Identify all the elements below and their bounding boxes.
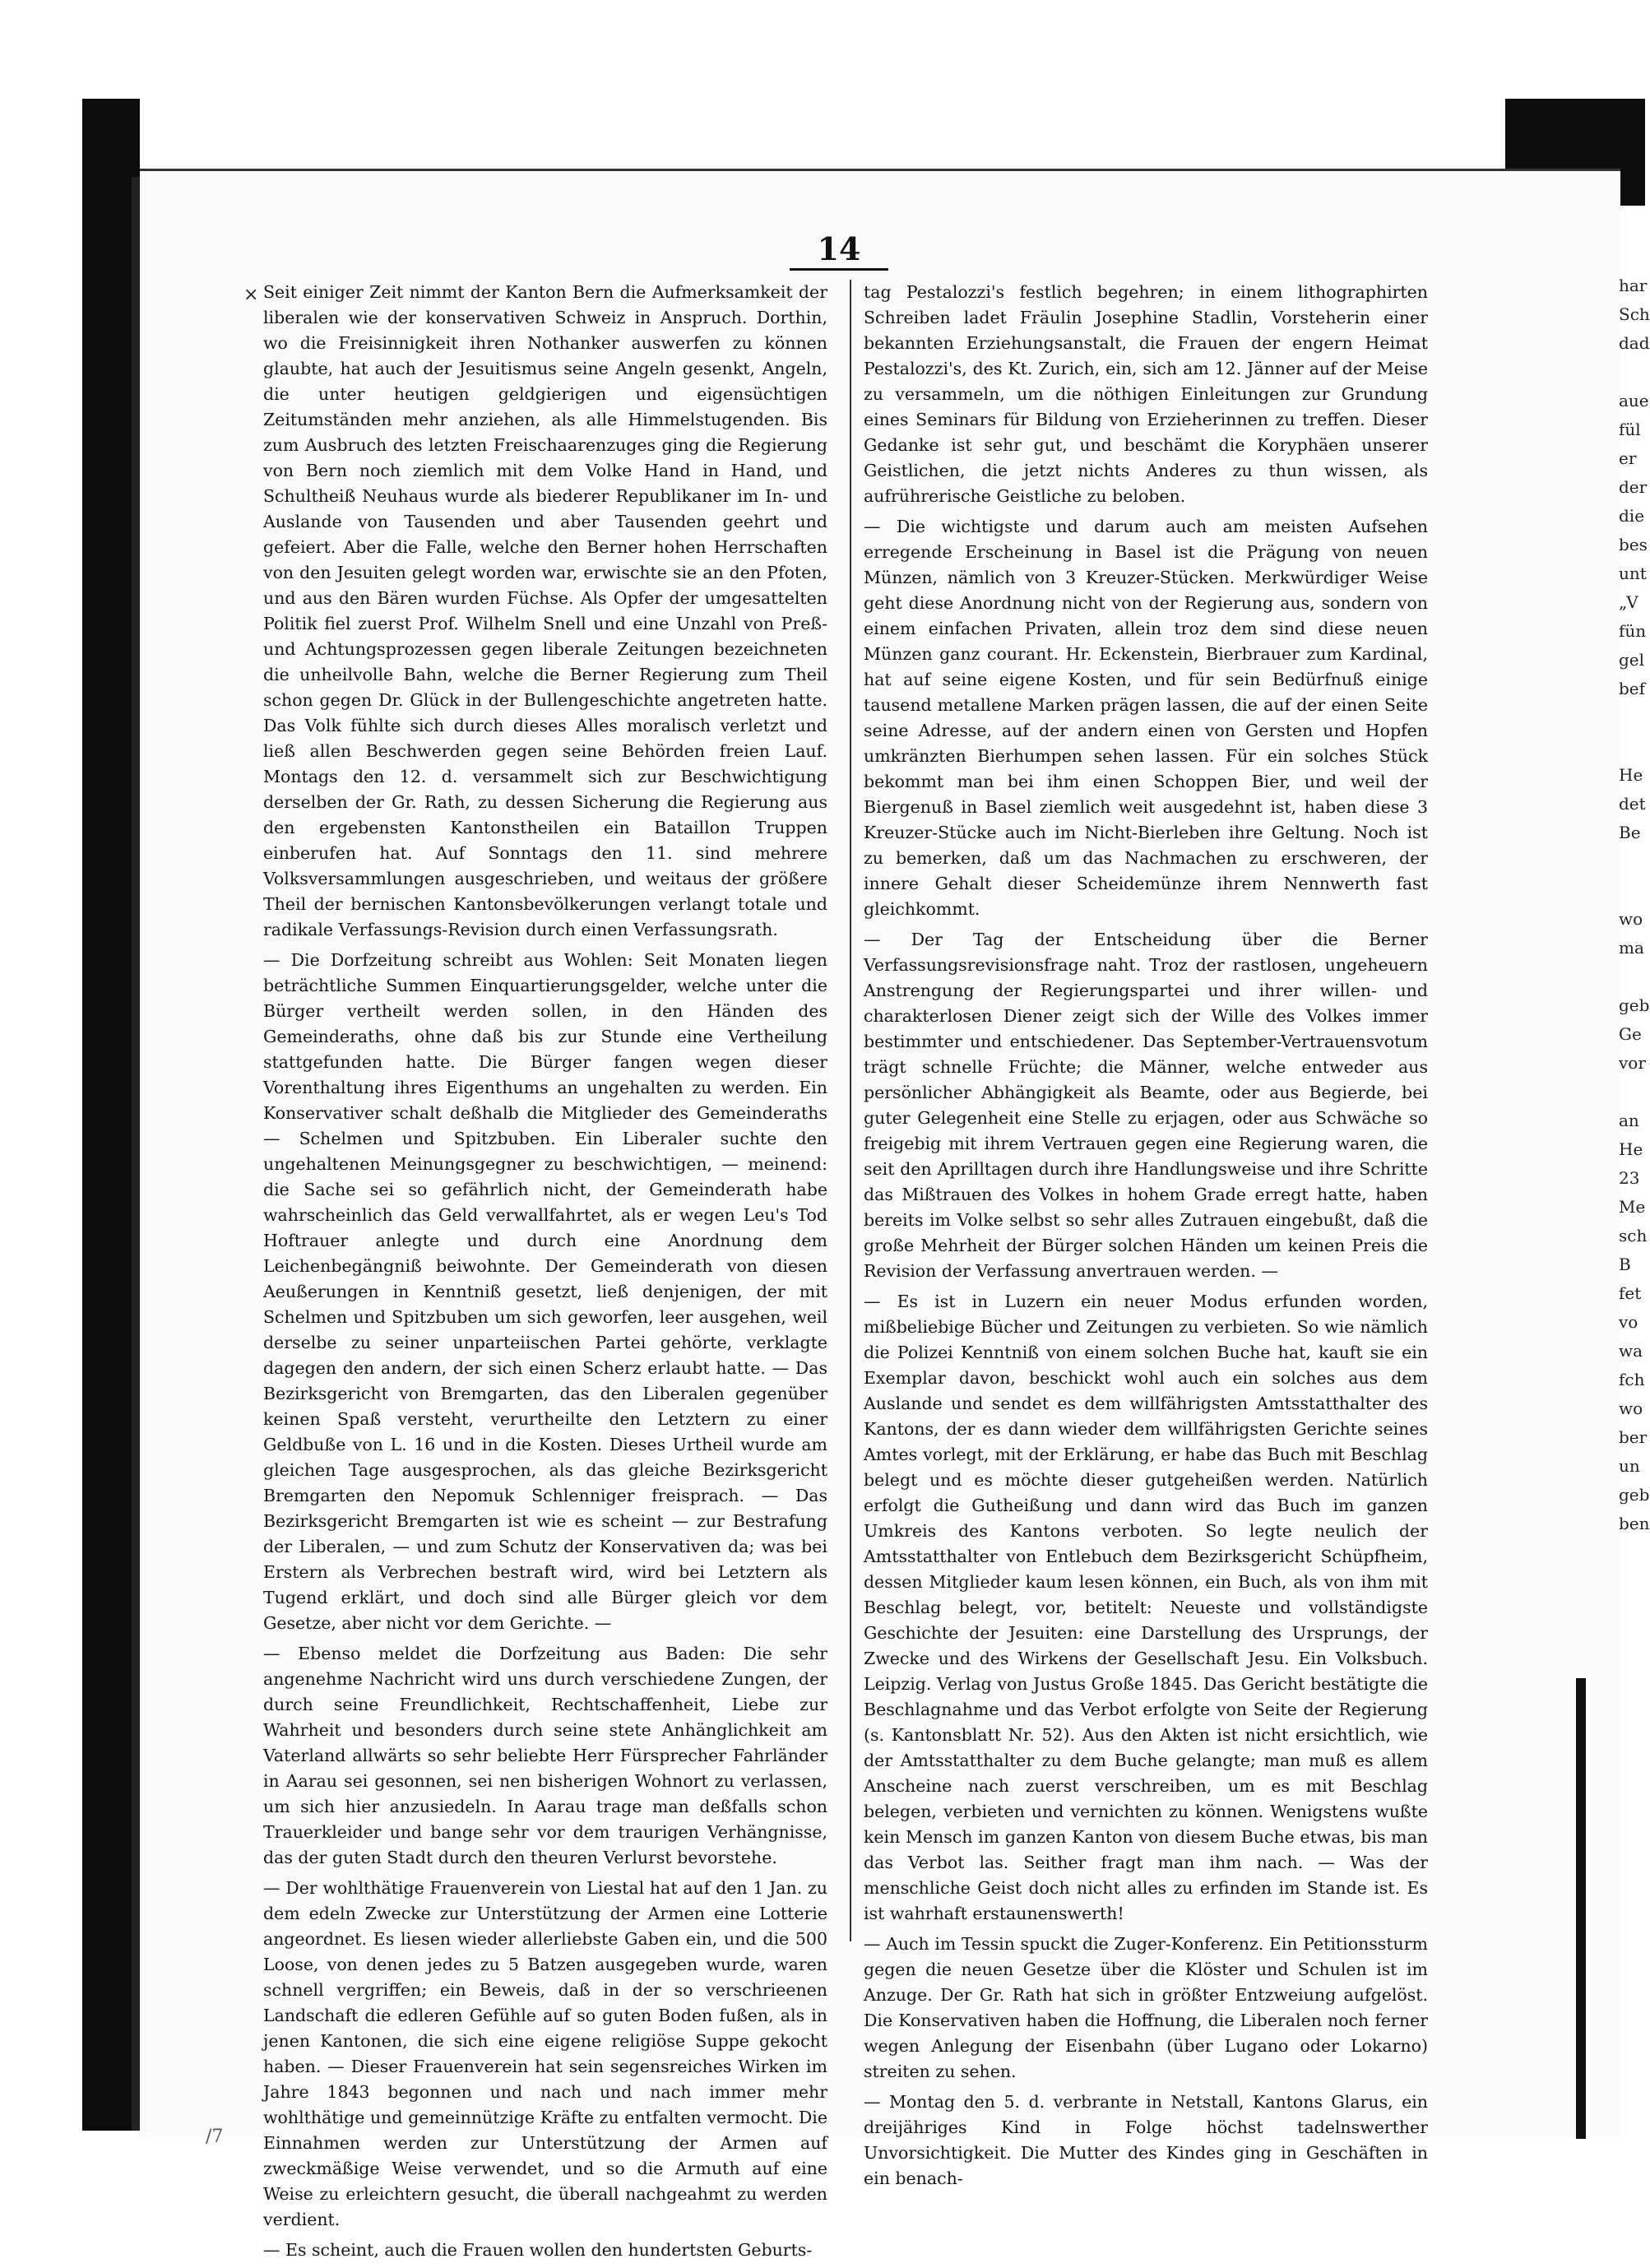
neighbor-fragment bbox=[1619, 732, 1645, 761]
neighbor-fragment: geb bbox=[1619, 1485, 1650, 1505]
neighbor-fragment: „V bbox=[1619, 592, 1638, 612]
neighbor-fragment: ben bbox=[1619, 1514, 1650, 1533]
neighbor-fragment bbox=[1619, 358, 1645, 387]
neighbor-fragment: bef bbox=[1619, 679, 1646, 698]
scan-binding-edge bbox=[132, 177, 140, 2131]
article: — Es ist in Luzern ein neuer Modus erfunden worden, mißbeliebige Bücher und Zeitungen zu verbieten. So wie nämlich die Polizei Kenntniß von einem solchen Buche hat, kauft sie ein Exemplar davon, beschickt wohl auch ein solches aus dem Auslande und sendet es dem willfährigsten Amtsstatthalter des Kantons, der es dann wieder dem willfährigsten Gerichte seines Amtes vorlegt, mit der Erklärung, er habe das Buch mit Beschlag belegt und es möchte dieser gutgeheißen werden. Natürlich erfolgt die Gutheißung und dann wird das Buch im ganzen Umkreis des Kantons verboten. So legte neulich der Amtsstatthalter von Entlebuch dem Bezirksgericht Schüpfheim, dessen Mitglieder kaum lesen können, ein Buch, als von ihm mit Beschlag belegt, vor, betitelt: Neueste und vollständigste Geschichte der Jesuiten: eine Darstellung des Ursprungs, der Zwecke und des Wirkens der Gesellschaft Jesu. Ein Volksbuch. Leipzig. Verlag von Justus Große 1845. Das Gericht bestätigte die Beschlagnahme und das Verbot erfolgte von Seite der Regierung (s. Kantonsblatt Nr. 52). Aus den Akten ist nicht ersichtlich, wie der Amtsstatthalter zu dem Buche gelangte; man muß es allem Anscheine nach zuerst verschreiben, um es mit Beschlag belegen, verbieten und vernichten zu können. Wenigstens wußte kein Mensch im ganzen Kanton von diesem Buche etwas, bis man das Verbot las. Seither fragt man ihm nach. — Was der menschliche Geist doch nicht alles zu erfinden im Stande ist. Es ist wahrhaft erstaunenswerth! bbox=[864, 1292, 1428, 1923]
neighbor-fragment: Be bbox=[1619, 823, 1641, 842]
neighbor-fragment: aue bbox=[1619, 391, 1649, 410]
neighbor-fragment bbox=[1619, 703, 1645, 732]
neighbor-fragment: Me bbox=[1619, 1197, 1646, 1217]
neighbor-fragment bbox=[1619, 847, 1645, 876]
neighbor-fragment: vor bbox=[1619, 1053, 1646, 1073]
article: — Montag den 5. d. verbrante in Netstall, Kantons Glarus, ein dreijähriges Kind in Folge höchst tadelnswerther Unvorsichtigkeit. Die Mutter des Kindes ging in Geschäften in ein benach- bbox=[864, 2092, 1428, 2188]
margin-mark: × bbox=[243, 285, 259, 305]
neighbor-fragment: sch bbox=[1619, 1226, 1648, 1245]
article: — Der wohlthätige Frauenverein von Liestal hat auf den 1 Jan. zu dem edeln Zwecke zur Unterstützung der Armen eine Lotterie angeordnet. Es liesen wieder allerliebste Gaben ein, und die 500 Loose, von denen jedes zu 5 Batzen ausgegeben wurde, waren schnell vergriffen; ein Beweis, daß in der so verschrieenen Landschaft die edleren Gefühle auf so guten Boden fußen, als in jenen Kantonen, die sich eine eigene religiöse Suppe gekocht haben. — Dieser Frauenverein hat sein segensreiches Wirken im Jahre 1843 begonnen und nach und nach immer mehr wohlthätige und gemeinnützige Kräfte zu entfalten vermocht. Die Einnahmen werden zur Unterstützung der Armen auf zweckmäßige Weise verwendet, und so die Armuth auf eine Weise zu erleichtern gesucht, die überall nachgeahmt zu werden verdient. bbox=[263, 1878, 827, 2229]
article: — Auch im Tessin spuckt die Zuger-Konferenz. Ein Petitionssturm gegen die neuen Gesetze über die Klöster und Schulen ist im Anzuge. Der Gr. Rath hat sich in größter Entzweiung aufgelöst. Die Konservativen haben die Hoffnung, die Liberalen noch ferner wegen Anlegung der Eisenbahn (über Lugano oder Lokarno) streiten zu sehen. bbox=[864, 1934, 1428, 2081]
neighbor-fragment: geb bbox=[1619, 995, 1650, 1015]
neighbor-fragment: bes bbox=[1619, 535, 1648, 554]
neighbor-fragment: un bbox=[1619, 1456, 1640, 1476]
article: — Die Dorfzeitung schreibt aus Wohlen: Seit Monaten liegen beträchtliche Summen Einquartierungsgelder, welche unter die Bürger vertheilt werden sollen, in den Händen des Gemeinderaths, ohne daß bis zur Stunde eine Vertheilung stattgefunden hatte. Die Bürger fangen wegen dieser Vorenthaltung ihres Eigenthums an ungehalten zu werden. Ein Konservativer schalt deßhalb die Mitglieder des Gemeinderaths — Schelmen und Spitzbuben. Ein Liberaler suchte den ungehaltenen Meinungsgegner zu beschwichtigen, — meinend: die Sache sei so gefährlich nicht, der Gemeinderath habe wahrscheinlich das Geld verwallfahrtet, als er wegen Leu's Tod Hoftrauer anlegte und durch eine Anordnung dem Leichenbegängniß beiwohnte. Der Gemeinderath von diesen Aeußerungen in Kenntniß gesetzt, ließ denjenigen, der mit Schelmen und Spitzbuben um sich geworfen, leer ausgehen, weil derselbe zu seiner unparteiischen Partei gehörte, verklagte dagegen den andern, der sich einen Scherz erlaubt hatte. — Das Bezirksgericht von Bremgarten, das den Liberalen gegenüber keinen Spaß versteht, verurtheilte den Letztern zu einer Geldbuße von L. 16 und in die Kosten. Dieses Urtheil wurde am gleichen Tage ausgesprochen, als das gleiche Bezirksgericht Bremgarten den Nepomuk Schlenniger freisprach. — Das Bezirksgericht Bremgarten ist wie es scheint — zur Bestrafung der Liberalen, — und zum Schutz der Konservativen da; was bei Erstern als Verbrechen bestraft wird, wird bei Letztern als Tugend erklärt, und doch sind alle Bürger gleich vor dem Gesetze, aber nicht vor dem Gerichte. — bbox=[263, 950, 827, 1633]
neighbor-fragment bbox=[1619, 1078, 1645, 1106]
neighbor-fragment: er bbox=[1619, 448, 1637, 468]
neighbor-fragment bbox=[1619, 876, 1645, 905]
neighbor-fragment: 23 bbox=[1619, 1168, 1640, 1188]
article: — Die wichtigste und darum auch am meisten Aufsehen erregende Erscheinung in Basel ist die Prägung von neuen Münzen, nämlich von 3 Kreuzer-Stücken. Merkwürdiger Weise geht diese Anordnung nicht von der Regierung aus, sondern von einem einfachen Privaten, allein troz dem sind diese neuen Münzen ganz courant. Hr. Eckenstein, Bierbrauer zum Kardinal, hat auf seine eigene Kosten, und für sein Bedürfnuß einige tausend metallene Marken prägen lassen, die auf der einen Seite seine Adresse, auf der andern einen von Gersten und Hopfen umkränzten Bierhumpen sehen lassen. Für ein solches Stück bekommt man bei ihm einen Schoppen Bier, und weil der Biergenuß in Basel ziemlich weit ausgedehnt ist, haben diese 3 Kreuzer-Stücke auch im Nicht-Bierleben ihre Geltung. Noch ist zu bemerken, daß um das Nachmachen zu erschweren, der innere Gehalt dieser Scheidemünze ihrem Nennwerth fast gleichkommt. bbox=[864, 517, 1428, 919]
neighbor-fragment: ma bbox=[1619, 938, 1644, 958]
neighbor-fragment: wo bbox=[1619, 1398, 1643, 1418]
neighbor-fragment: dad bbox=[1619, 333, 1650, 353]
page-number: 14 bbox=[790, 230, 888, 271]
neighbor-fragment: gel bbox=[1619, 650, 1645, 670]
neighbor-fragment bbox=[1619, 962, 1645, 991]
column-divider bbox=[850, 280, 851, 1941]
neighbor-fragment: an bbox=[1619, 1111, 1639, 1130]
neighbor-fragment: der bbox=[1619, 477, 1648, 497]
article: — Ebenso meldet die Dorfzeitung aus Baden: Die sehr angenehme Nachricht wird uns durch verschiedene Zungen, der durch seine Freundlichkeit, Rechtschaffenheit, Liebe zur Wahrheit und besonders durch seine stete Anhänglichkeit am Vaterland allwärts so sehr beliebte Herr Fürsprecher Fahrländer in Aarau sei gesonnen, sei nen bisherigen Wohnort zu verlassen, um sich hier anzusiedeln. In Aarau trage man deßfalls schon Trauerkleider und bange sehr vor dem traurigen Verhängnisse, das der guten Stadt durch den theuren Verlurst bevorstehe. bbox=[263, 1644, 827, 1867]
neighbor-fragment: har bbox=[1619, 276, 1648, 295]
right-column bbox=[864, 280, 1428, 2196]
article: — Der Tag der Entscheidung über die Berner Verfassungsrevisionsfrage naht. Troz der rastlosen, ungeheuern Anstrengung der Regierungspartei und ihrer willen- und charakterlosen Diener zeigt sich der Wille des Volkes immer bestimmter und entschiedener. Das September-Vertrauensvotum trägt schnelle Früchte; die Männer, welche entweder aus persönlicher Abhängigkeit als Beamte, oder aus Begierde, bei guter Gelegenheit eine Stelle zu erjagen, oder aus Schwäche so freigebig mit ihrem Vertrauen gegen eine Regierung waren, die seit den Aprilltagen durch ihre Handlungsweise und ihre Schritte das Mißtrauen des Volkes in hohem Grade erregt hatte, haben bereits im Volke selbst so sehr alles Zutrauen eingebußt, daß die große Mehrheit der Bürger solchen Händen um keinen Preis die Revision der Verfassung anvertrauen werden. — bbox=[864, 930, 1428, 1281]
article: — Es scheint, auch die Frauen wollen den hundertsten Geburts- bbox=[263, 2240, 813, 2260]
scan-border-top-gap bbox=[140, 99, 1505, 169]
neighbor-fragment: det bbox=[1619, 794, 1646, 814]
neighbor-fragment: B bbox=[1619, 1255, 1631, 1274]
neighbor-fragment: fün bbox=[1619, 621, 1647, 641]
article: tag Pestalozzi's festlich begehren; in einem lithographirten Schreiben ladet Fräulin Josephine Stadlin, Vorsteherin einer bekannten Erziehungsanstalt, die Frauen der engern Heimat Pestalozzi's, des Kt. Zurich, ein, sich am 12. Jänner auf der Meise zu versammeln, um die nöthigen Einleitungen zur Grundung eines Seminars für Bildung von Erzieherinnen zu treffen. Dieser Gedanke ist sehr gut, und beschämt die Koryphäen unserer Geistlichen, die jetzt nichts Anderes zu thun wissen, als aufrührerische Geistliche zu beloben. bbox=[864, 282, 1428, 506]
neighbor-fragment: Ge bbox=[1619, 1024, 1642, 1044]
neighbor-fragment: He bbox=[1619, 1139, 1643, 1159]
neighbor-fragment: wo bbox=[1619, 909, 1643, 929]
pencil-mark: /7 bbox=[206, 2127, 224, 2147]
neighbor-fragment: wa bbox=[1619, 1341, 1643, 1361]
left-column bbox=[263, 280, 827, 2268]
neighbor-fragment: die bbox=[1619, 506, 1645, 526]
neighbor-page-fragments bbox=[1619, 271, 1650, 1538]
page-edge-shadow bbox=[1576, 1678, 1586, 2139]
article: Seit einiger Zeit nimmt der Kanton Bern die Aufmerksamkeit der liberalen wie der konservativen Schweiz in Anspruch. Dorthin, wo die Freisinnigkeit ihren Nothanker auswerfen zu können glaubte, hat auch der Jesuitismus seine Angeln gesenkt, Angeln, die unter heutigen geldgierigen und eigensüchtigen Zeitumständen mehr anziehen, als alle Himmelstugenden. Bis zum Ausbruch des letzten Freischaarenzuges ging die Regierung von Bern noch ziemlich mit dem Volke Hand in Hand, und Schultheiß Neuhaus wurde als biederer Republikaner im In- und Auslande von Tausenden und aber Tausenden geehrt und gefeiert. Aber die Falle, welche den Berner hohen Herrschaften von den Jesuiten gelegt worden war, erwischte sie an den Pfoten, und aus den Bären wurden Füchse. Als Opfer der umgesattelten Politik fiel zuerst Prof. Wilhelm Snell und eine Unzahl von Preß- und Achtungsprozessen gegen liberale Zeitungen bezeichneten die unheilvolle Bahn, welche die Berner Regierung zum Theil schon gegen Dr. Glück in der Bullengeschichte angetreten hatte. Das Volk fühlte sich durch dieses Alles moralisch verletzt und ließ allen Beschwerden gegen seine Behörden freien Lauf. Montags den 12. d. versammelt sich zur Beschwichtigung derselben der Gr. Rath, zu dessen Sicherung die Regierung aus den ergebensten Kantonstheilen ein Bataillon Truppen einberufen hat. Auf Sonntags den 11. sind mehrere Volksversammlungen ausgeschrieben, und weitaus der größere Theil der bernischen Kantonsbevölkerungen verlangt totale und radikale Verfassungs-Revision durch einen Verfassungsrath. bbox=[263, 282, 827, 939]
neighbor-fragment: fül bbox=[1619, 420, 1641, 439]
neighbor-fragment: unt bbox=[1619, 564, 1647, 583]
neighbor-fragment: ber bbox=[1619, 1427, 1648, 1447]
neighbor-fragment: He bbox=[1619, 765, 1643, 785]
neighbor-fragment: fet bbox=[1619, 1283, 1642, 1303]
neighbor-fragment: fch bbox=[1619, 1370, 1645, 1389]
neighbor-fragment: vo bbox=[1619, 1312, 1638, 1332]
neighbor-fragment: Sch bbox=[1619, 304, 1650, 324]
